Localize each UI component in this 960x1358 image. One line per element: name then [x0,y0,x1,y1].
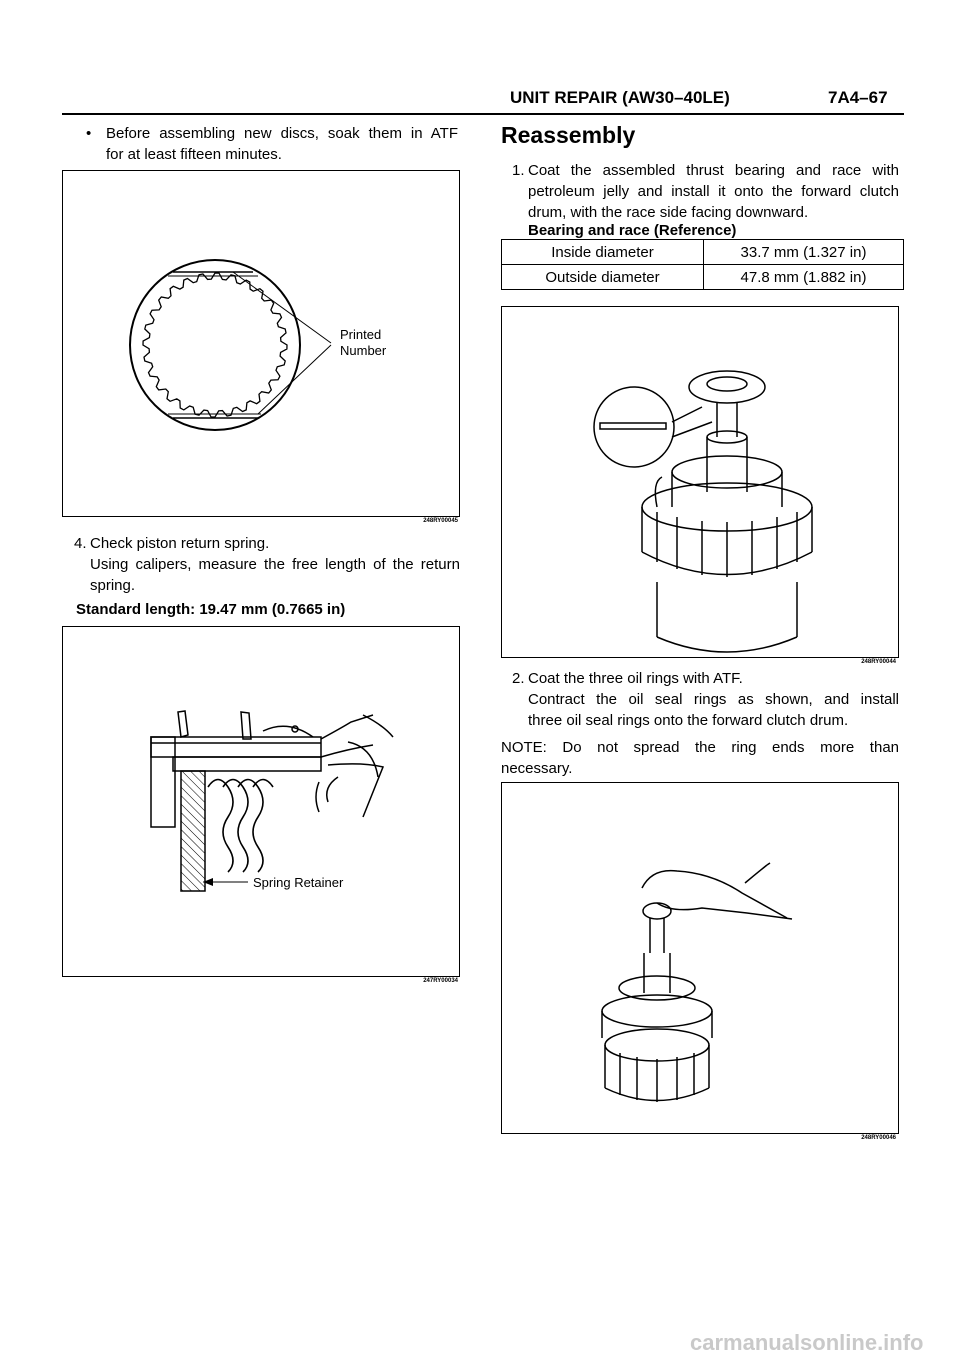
table-cell-value: 47.8 mm (1.882 in) [704,265,904,290]
table-cell-label: Inside diameter [502,240,704,265]
table-cell-value: 33.7 mm (1.327 in) [704,240,904,265]
step1-line2: petroleum jelly and install it onto the forward clutch [528,183,899,200]
watermark: carmanualsonline.info [690,1330,924,1355]
figure-caliper [62,626,460,977]
bullet-text-line1: Before assembling new discs, soak them in ATF [106,125,458,142]
step4-line2: Using calipers, measure the free length of the return [90,556,460,573]
figure-oil-ring-install [501,782,899,1134]
figure-disc [62,170,460,517]
standard-length: Standard length: 19.47 mm (0.7665 in) [76,601,346,618]
page-number: 7A4–67 [828,88,888,107]
figure-clutch-drum-bearing [501,306,899,658]
note-line1: NOTE: Do not spread the ring ends more than [501,739,899,756]
step2-line2: Contract the oil seal rings as shown, and install [528,691,899,708]
bullet-text-line2: for at least fifteen minutes. [106,146,282,163]
disc-illustration [63,171,459,516]
oil-ring-illustration [502,783,898,1133]
note-line2: necessary. [501,760,573,777]
figure-code: 248RY00044 [861,659,896,665]
disc-spline-ring [143,273,287,417]
bullet-symbol: • [86,125,92,142]
step2-line1: Coat the three oil rings with ATF. [528,670,743,687]
table-caption: Bearing and race (Reference) [528,222,737,239]
clutch-drum-illustration [502,307,898,657]
page-title: UNIT REPAIR (AW30–40LE) [510,88,730,107]
step2-line3: three oil seal rings onto the forward clutch drum. [528,712,849,729]
step1-number: 1. [512,162,525,179]
step1-line3: drum, with the race side facing downward. [528,204,809,221]
step4-number: 4. [74,535,87,552]
callout-printed: Printed [340,327,382,342]
step1-line1: Coat the assembled thrust bearing and race with [528,162,899,179]
figure-code: 248RY00045 [423,518,458,524]
caliper-illustration [63,627,459,976]
table-row [502,240,904,265]
step2-number: 2. [512,670,525,687]
callout-spring-retainer: Spring Retainer [253,875,344,890]
figure-code: 248RY00046 [861,1135,896,1141]
figure-code: 247RY00034 [423,978,458,984]
step4-line3: spring. [90,577,136,594]
table-row [502,265,904,290]
bearing-race-table [501,239,904,290]
callout-number: Number [340,343,387,358]
step4-line1: Check piston return spring. [90,535,270,552]
table-cell-label: Outside diameter [502,265,704,290]
section-title: Reassembly [501,122,636,148]
header-rule [62,113,904,115]
